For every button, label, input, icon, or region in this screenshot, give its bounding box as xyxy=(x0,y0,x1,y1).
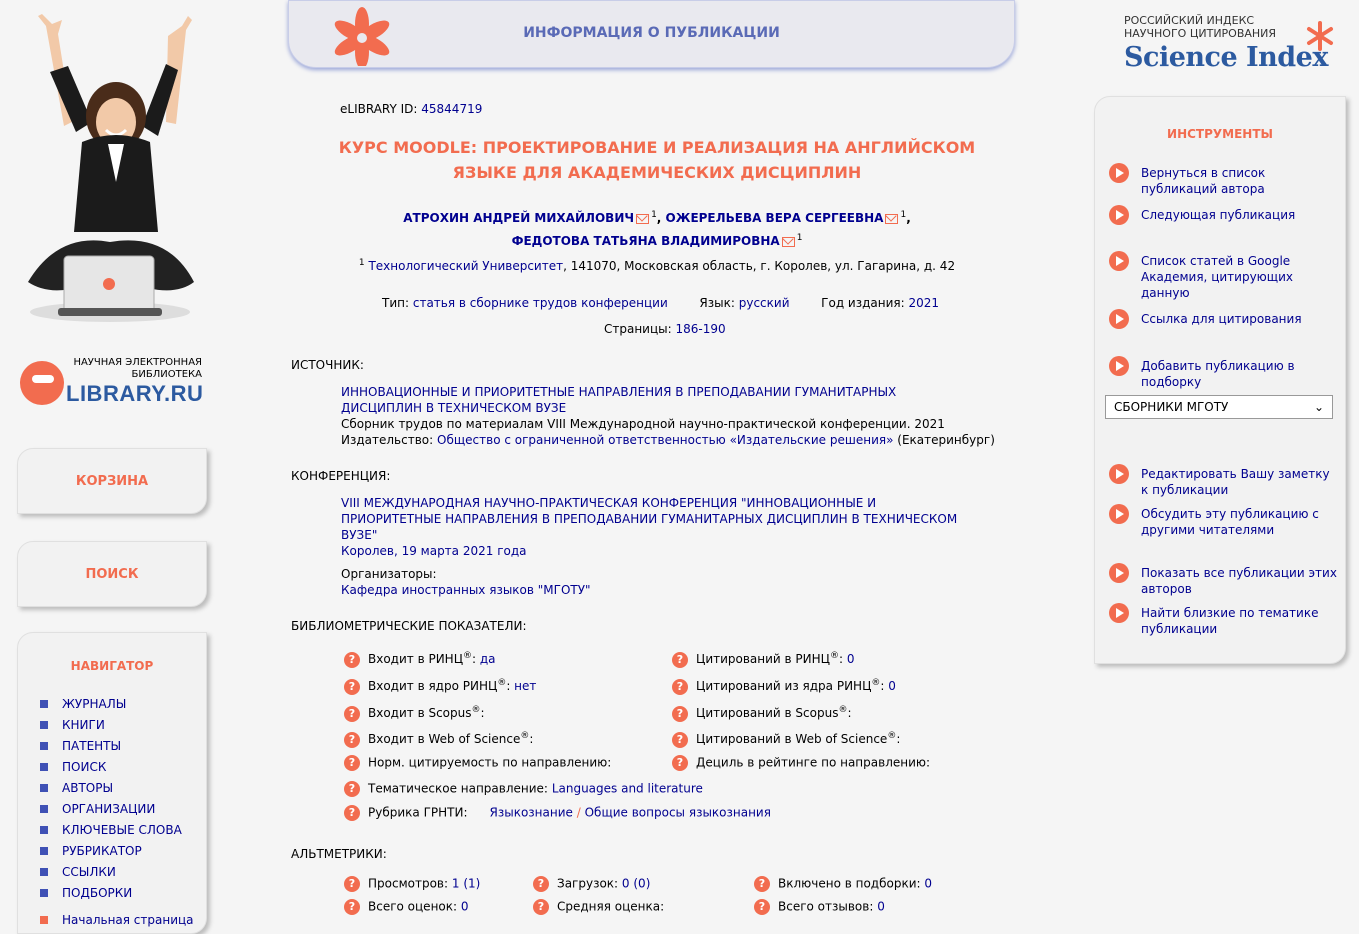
help-icon[interactable]: ? xyxy=(754,876,770,892)
metric-scopus: ? Входит в Scopus®: xyxy=(344,705,485,722)
play-icon xyxy=(1109,205,1129,225)
asterisk-icon xyxy=(1304,20,1336,52)
elibrary-id: eLIBRARY ID: 45844719 xyxy=(340,102,483,116)
metric-cit-core: ? Цитирований из ядра РИНЦ®: 0 xyxy=(672,678,896,695)
collection-select[interactable]: СБОРНИКИ МГОТУ ⌄ xyxy=(1105,395,1333,419)
publisher-link[interactable]: Общество с ограниченной ответственностью «Издательские решения» xyxy=(437,433,894,447)
play-icon xyxy=(1109,504,1129,524)
nav-item[interactable]: АВТОРЫ xyxy=(40,777,194,798)
source-block: ИННОВАЦИОННЫЕ И ПРИОРИТЕТНЫЕ НАПРАВЛЕНИЯ В ПРЕПОДАВАНИИ ГУМАНИТАРНЫХ ДИСЦИПЛИН В ТЕХНИЧЕСКОМ ВУЗЕ Сборник трудов по материалам VIII Международной научно-практической конференции. 2021 Издательство: Общество с ограниченной ответственностью «Издательские решения» (Екатеринбург) xyxy=(341,385,995,447)
topic-link[interactable]: Languages and literature xyxy=(551,781,703,796)
help-icon[interactable]: ? xyxy=(672,706,688,722)
play-icon xyxy=(1109,603,1129,623)
mail-icon[interactable] xyxy=(636,214,649,224)
help-icon[interactable]: ? xyxy=(344,679,360,695)
play-icon xyxy=(1109,563,1129,583)
bullet-square-icon xyxy=(40,805,48,813)
metric-decile: ? Дециль в рейтинге по направлению: xyxy=(672,755,930,771)
source-heading: ИСТОЧНИК: xyxy=(291,358,364,372)
conference-block xyxy=(341,495,957,559)
affiliation-org-link[interactable]: Технологический Университет xyxy=(368,259,564,273)
authors: АТРОХИН АНДРЕЙ МИХАЙЛОВИЧ $^1$, ОЖЕРЕЛЬЕВА ВЕРА СЕРГЕЕВНА $^1$, ФЕДОТОВА ТАТЬЯНА ВЛАДИМИРОВНА $^1$ xyxy=(403,210,911,248)
help-icon[interactable]: ? xyxy=(672,679,688,695)
nav-item[interactable]: ПОДБОРКИ xyxy=(40,882,194,903)
help-icon[interactable]: ? xyxy=(533,899,549,915)
bullet-square-icon xyxy=(40,763,48,771)
organizer-link[interactable]: Кафедра иностранных языков "МГОТУ" xyxy=(341,583,591,597)
metric-topic: ? Тематическое направление: Languages and literature xyxy=(344,781,703,797)
navigator-list xyxy=(40,693,194,930)
page-title: ИНФОРМАЦИЯ О ПУБЛИКАЦИИ xyxy=(523,25,780,41)
help-icon[interactable]: ? xyxy=(344,706,360,722)
tool-next-publication[interactable]: Следующая публикация xyxy=(1109,207,1339,225)
metric-cit-wos: ? Цитирований в Web of Science®: xyxy=(672,731,900,748)
alt-reviews: ? Всего отзывов: 0 xyxy=(754,899,885,915)
navigator-title: НАВИГАТОР xyxy=(70,659,154,673)
science-index-tagline: РОССИЙСКИЙ ИНДЕКС НАУЧНОГО ЦИТИРОВАНИЯ xyxy=(1124,14,1277,40)
help-icon[interactable]: ? xyxy=(672,732,688,748)
play-icon xyxy=(1109,163,1129,183)
nav-item[interactable]: КНИГИ xyxy=(40,714,194,735)
metric-cit-rinc: ? Цитирований в РИНЦ®: 0 xyxy=(672,651,855,668)
pages-value: 186-190 xyxy=(675,322,726,336)
nav-item[interactable]: РУБРИКАТОР xyxy=(40,840,194,861)
nav-item[interactable]: ПАТЕНТЫ xyxy=(40,735,194,756)
mail-icon[interactable] xyxy=(885,214,898,224)
help-icon[interactable]: ? xyxy=(344,876,360,892)
bullet-square-icon xyxy=(40,889,48,897)
chevron-down-icon: ⌄ xyxy=(1313,400,1324,414)
search-button[interactable]: ПОИСК xyxy=(17,541,207,607)
tool-discuss[interactable]: Обсудить эту публикацию с другими читателями xyxy=(1109,506,1339,538)
help-icon[interactable]: ? xyxy=(344,652,360,668)
alt-downloads: ? Загрузок: 0 (0) xyxy=(533,876,650,892)
nav-item[interactable]: ЖУРНАЛЫ xyxy=(40,693,194,714)
metric-norm: ? Норм. цитируемость по направлению: xyxy=(344,755,611,771)
elibrary-logo[interactable] xyxy=(20,355,210,407)
bullet-square-icon xyxy=(40,721,48,729)
tool-similar-publications[interactable]: Найти близкие по тематике публикации xyxy=(1109,605,1339,637)
nav-item[interactable]: КЛЮЧЕВЫЕ СЛОВА xyxy=(40,819,194,840)
nav-item-home[interactable]: Начальная страница xyxy=(40,909,194,930)
language-value: русский xyxy=(738,296,790,310)
navigator-panel xyxy=(17,632,207,934)
play-icon xyxy=(1109,309,1129,329)
tool-back-to-author-list[interactable]: Вернуться в список публикаций автора xyxy=(1109,165,1339,197)
alt-collections: ? Включено в подборки: 0 xyxy=(754,876,932,892)
bullet-square-icon xyxy=(40,742,48,750)
tool-edit-note[interactable]: Редактировать Вашу заметку к публикации xyxy=(1109,466,1339,498)
elibrary-name: LIBRARY.RU xyxy=(66,381,204,406)
alt-views: ? Просмотров: 1 (1) xyxy=(344,876,480,892)
mail-icon[interactable] xyxy=(782,237,795,247)
hero-illustration xyxy=(18,12,200,326)
source-title-link[interactable]: ИННОВАЦИОННЫЕ И ПРИОРИТЕТНЫЕ НАПРАВЛЕНИЯ В ПРЕПОДАВАНИИ ГУМАНИТАРНЫХ ДИСЦИПЛИН В ТЕХНИЧЕСКОМ ВУЗЕ xyxy=(341,385,897,415)
bibliometrics-heading: БИБЛИОМЕТРИЧЕСКИЕ ПОКАЗАТЕЛИ: xyxy=(291,619,527,633)
science-index-name: Science Index xyxy=(1124,42,1328,73)
help-icon[interactable]: ? xyxy=(672,652,688,668)
science-index-logo[interactable] xyxy=(1124,14,1344,84)
metric-cit-scopus: ? Цитирований в Scopus®: xyxy=(672,705,852,722)
play-icon xyxy=(1109,356,1129,376)
help-icon[interactable]: ? xyxy=(344,781,360,797)
nav-item[interactable]: ПОИСК xyxy=(40,756,194,777)
grnti-sub-link[interactable]: Общие вопросы языкознания xyxy=(584,805,771,820)
tools-panel xyxy=(1094,96,1346,664)
elibrary-tagline: НАУЧНАЯ ЭЛЕКТРОННАЯ БИБЛИОТЕКА xyxy=(73,357,202,380)
pages: Страницы: 186-190 xyxy=(604,322,726,336)
help-icon[interactable]: ? xyxy=(344,805,360,821)
help-icon[interactable]: ? xyxy=(533,876,549,892)
altmetrics-heading: АЛЬТМЕТРИКИ: xyxy=(291,847,387,861)
conference-link[interactable]: VIII МЕЖДУНАРОДНАЯ НАУЧНО-ПРАКТИЧЕСКАЯ КОНФЕРЕНЦИЯ "ИННОВАЦИОННЫЕ И ПРИОРИТЕТНЫЕ НАПРАВЛЕНИЯ В ПРЕПОДАВАНИИ ГУМАНИТАРНЫХ ДИСЦИПЛИН В ТЕХНИЧЕСКОМ ВУЗЕ" Королев, 19 марта 2021 года xyxy=(341,496,958,558)
tool-citation-link[interactable]: Ссылка для цитирования xyxy=(1109,311,1339,329)
year-value: 2021 xyxy=(908,296,940,310)
bullet-square-icon xyxy=(40,826,48,834)
play-icon xyxy=(1109,251,1129,271)
help-icon[interactable]: ? xyxy=(344,732,360,748)
bullet-square-icon xyxy=(40,847,48,855)
conference-heading: КОНФЕРЕНЦИЯ: xyxy=(291,469,391,483)
metric-grnti: ? Рубрика ГРНТИ: Языкознание / Общие вопросы языкознания xyxy=(344,805,771,821)
nav-item[interactable]: ОРГАНИЗАЦИИ xyxy=(40,798,194,819)
tool-google-scholar[interactable]: Список статей в Google Академия, цитирующих данную xyxy=(1109,253,1339,301)
tools-title: ИНСТРУМЕНТЫ xyxy=(1167,127,1273,141)
publication-meta: Тип: статья в сборнике трудов конференции Язык: русский Год издания: 2021 xyxy=(382,296,940,310)
type-value: статья в сборнике трудов конференции xyxy=(412,296,668,310)
publication-title: КУРС MOODLE: ПРОЕКТИРОВАНИЕ И РЕАЛИЗАЦИЯ НА АНГЛИЙСКОМ ЯЗЫКЕ ДЛЯ АКАДЕМИЧЕСКИХ ДИСЦИПЛИН xyxy=(338,138,976,182)
author-link[interactable]: ФЕДОТОВА ТАТЬЯНА ВЛАДИМИРОВНА xyxy=(511,234,780,248)
bullet-square-icon xyxy=(40,868,48,876)
grnti-link[interactable]: Языкознание xyxy=(489,805,573,820)
help-icon[interactable]: ? xyxy=(344,755,360,771)
metric-wos: ? Входит в Web of Science®: xyxy=(344,731,533,748)
metric-rinc: ? Входит в РИНЦ®: да xyxy=(344,651,496,668)
tool-add-to-collection[interactable]: Добавить публикацию в подборку xyxy=(1109,358,1339,390)
bullet-square-icon xyxy=(40,700,48,708)
tool-author-publications[interactable]: Показать все публикации этих авторов xyxy=(1109,565,1339,597)
bullet-square-icon xyxy=(40,784,48,792)
cart-button[interactable]: КОРЗИНА xyxy=(17,448,207,514)
help-icon[interactable]: ? xyxy=(344,899,360,915)
author-link[interactable]: АТРОХИН АНДРЕЙ МИХАЙЛОВИЧ xyxy=(403,211,635,225)
author-link[interactable]: ОЖЕРЕЛЬЕВА ВЕРА СЕРГЕЕВНА xyxy=(665,211,884,225)
play-icon xyxy=(1109,464,1129,484)
alt-ratings: ? Всего оценок: 0 xyxy=(344,899,469,915)
help-icon[interactable]: ? xyxy=(672,755,688,771)
metric-rinc-core: ? Входит в ядро РИНЦ®: нет xyxy=(344,678,536,695)
organizers: Организаторы: Кафедра иностранных языков "МГОТУ" xyxy=(341,567,591,597)
elibrary-e-icon xyxy=(20,361,64,405)
flower-icon xyxy=(325,4,399,66)
nav-item[interactable]: ССЫЛКИ xyxy=(40,861,194,882)
affiliation: $^1$ Технологический Университет, 141070, Московская область, г. Королев, ул. Гагарина, д. 42 xyxy=(358,258,956,273)
help-icon[interactable]: ? xyxy=(754,899,770,915)
alt-average: ? Средняя оценка: xyxy=(533,899,664,915)
elibrary-id-value: 45844719 xyxy=(421,102,483,116)
